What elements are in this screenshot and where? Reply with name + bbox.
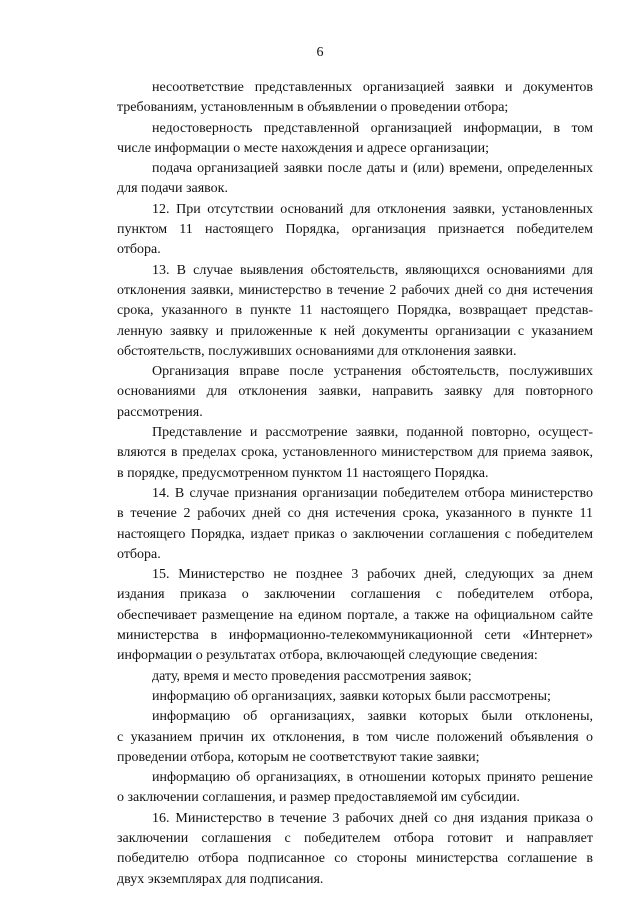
- text-line: основаниями для отклонения заявки, направить заявку для повторного: [117, 384, 593, 400]
- text-line: 14. В случае признания организации победителем отбора министерство: [152, 485, 593, 501]
- paragraph: [117, 707, 593, 768]
- paragraph: [117, 768, 593, 809]
- text-line: 12. При отсутствии оснований для отклонения заявки, установленных: [152, 201, 593, 217]
- text-line: заключении соглашения с победителем отбора готовит и направляет: [117, 830, 593, 846]
- paragraph: [117, 565, 593, 666]
- paragraph: [117, 200, 593, 261]
- text-line: дату, время и место проведения рассмотрения заявок;: [152, 668, 472, 684]
- text-line: о заключении соглашения, и размер предоставляемой им субсидии.: [117, 790, 520, 806]
- text-line: несоответствие представленных организацией заявки и документов: [152, 80, 593, 95]
- text-line: рассмотрения.: [117, 404, 203, 420]
- text-line: подача организацией заявки после даты и (или) времени, определенных: [152, 161, 593, 177]
- text-line: Организация вправе после устранения обстоятельств, послуживших: [152, 364, 593, 380]
- text-line: 16. Министерство в течение 3 рабочих дней со дня издания приказа о: [152, 810, 593, 826]
- document-body: [117, 78, 593, 890]
- text-line: для подачи заявок.: [117, 181, 228, 197]
- text-line: издания приказа о заключении соглашения с победителем отбора,: [117, 587, 593, 603]
- paragraph: [117, 362, 593, 423]
- paragraph: [117, 423, 593, 484]
- paragraph: [117, 667, 593, 687]
- paragraph: [117, 809, 593, 890]
- paragraph: [117, 159, 593, 200]
- text-line: отклонения заявки, министерство в течение 2 рабочих дней со дня истечения: [117, 282, 593, 298]
- text-line: обстоятельств, послуживших основаниями для отклонения заявки.: [117, 343, 517, 359]
- text-line: пунктом 11 настоящего Порядка, организация признается победителем: [117, 222, 593, 238]
- text-line: срока, указанного в пункте 11 настоящего Порядка, возвращает представ-: [117, 303, 593, 319]
- text-line: с указанием причин их отклонения, в том числе положений объявления о: [117, 729, 593, 745]
- text-line: информацию об организациях, заявки которых были отклонены,: [152, 709, 593, 725]
- text-line: информацию об организациях, в отношении которых принято решение: [152, 770, 593, 786]
- text-line: проведении отбора, которым не соответствуют такие заявки;: [117, 749, 480, 765]
- text-line: отбора.: [117, 546, 161, 562]
- text-line: информацию об организациях, заявки которых были рассмотрены;: [152, 688, 551, 704]
- text-line: числе информации о месте нахождения и адресе организации;: [117, 140, 490, 156]
- text-line: 15. Министерство не позднее 3 рабочих дней, следующих за днем: [152, 567, 593, 583]
- text-line: ленную заявку и приложенные к ней документы организации с указанием: [117, 323, 593, 339]
- text-line: победителю отбора подписанное со стороны министерства соглашение в: [117, 851, 593, 867]
- text-line: в течение 2 рабочих дней со дня истечения срока, указанного в пункте 11: [117, 506, 593, 522]
- text-line: двух экземплярах для подписания.: [117, 871, 324, 887]
- text-line: министерства в информационно-телекоммуникационной сети «Интернет»: [117, 628, 593, 644]
- paragraph: [117, 687, 593, 707]
- paragraph: [117, 484, 593, 565]
- text-line: настоящего Порядка, издает приказ о заключении соглашения с победителем: [117, 526, 593, 542]
- text-line: Представление и рассмотрение заявки, поданной повторно, осущест-: [152, 425, 593, 441]
- text-line: 13. В случае выявления обстоятельств, являющихся основаниями для: [152, 262, 593, 278]
- text-line: недостоверность представленной организацией информации, в том: [152, 120, 593, 136]
- text-line: требованиям, установленным в объявлении о проведении отбора;: [117, 100, 509, 116]
- text-line: обеспечивает размещение на едином портале, а также на официальном сайте: [117, 607, 593, 623]
- text-line: в порядке, предусмотренном пунктом 11 настоящего Порядка.: [117, 465, 489, 481]
- paragraph: [117, 119, 593, 160]
- paragraph: [117, 78, 593, 119]
- text-line: вляются в пределах срока, установленного министерством для приема заявок,: [117, 445, 593, 461]
- page-number: 6: [316, 45, 324, 60]
- paragraph: [117, 261, 593, 362]
- text-line: отбора.: [117, 242, 161, 258]
- text-line: информации о результатах отбора, включающей следующие сведения:: [117, 648, 538, 664]
